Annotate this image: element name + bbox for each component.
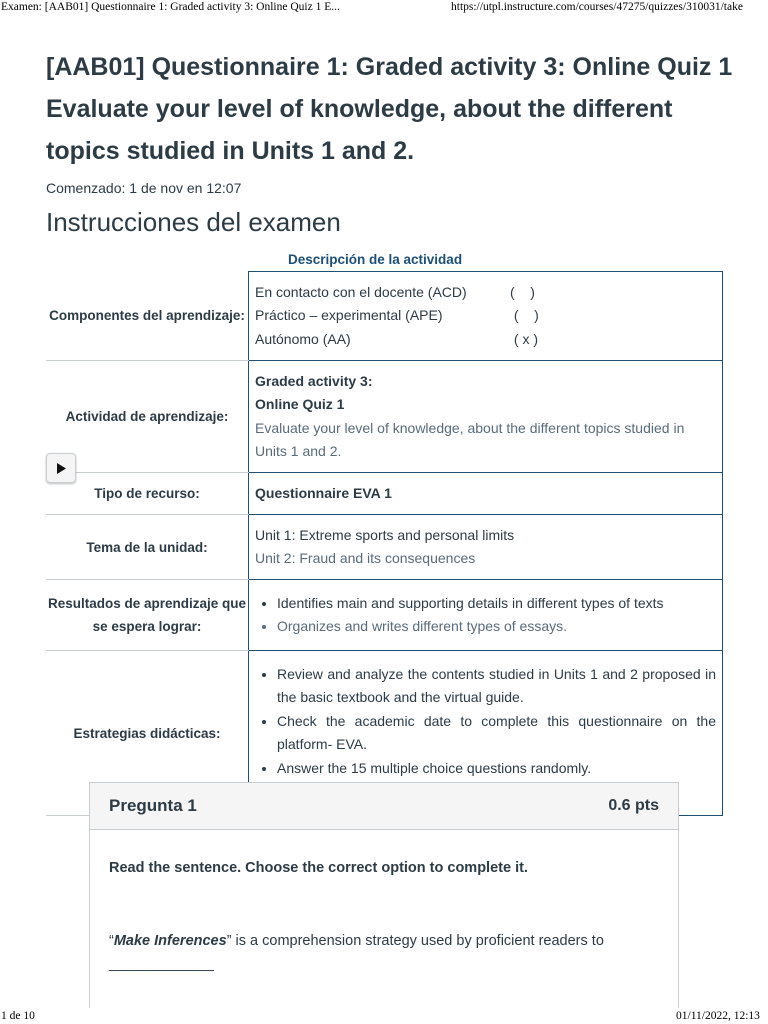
component-name: Autónomo (AA) xyxy=(255,330,351,347)
table-row-resource xyxy=(46,473,723,515)
question-card xyxy=(89,782,679,1008)
resource-value: Questionnaire EVA 1 xyxy=(249,473,723,515)
question-open-quote: “ xyxy=(109,933,114,949)
question-term: Make Inferences xyxy=(113,933,227,949)
topic-label: Tema de la unidad: xyxy=(46,515,249,580)
list-item: • Answer the 15 multiple choice questions randomly. xyxy=(277,757,716,781)
topic-unit-2: Unit 2: Fraud and its consequences xyxy=(255,550,476,566)
page-number: 1 de 10 xyxy=(1,1010,35,1022)
table-row-components xyxy=(46,272,723,361)
started-timestamp: Comenzado: 1 de nov en 12:07 xyxy=(46,180,242,196)
print-header xyxy=(0,0,768,16)
component-item xyxy=(255,281,716,305)
activity-line-1: Graded activity 3: xyxy=(255,372,373,389)
list-item: • Check the academic date to complete this questionnaire on the platform- EVA. xyxy=(277,710,716,757)
components-label: Componentes del aprendizaje: xyxy=(46,272,249,361)
print-datetime: 01/11/2022, 12:13 xyxy=(676,1010,760,1022)
activity-line-3: Evaluate your level of knowledge, about the different topics studied in Units 1 and 2. xyxy=(255,419,685,459)
print-header-title: Examen: [AAB01] Questionnaire 1: Graded activity 3: Online Quiz 1 E... xyxy=(1,1,340,13)
component-mark: ( ) xyxy=(510,283,535,300)
components-value xyxy=(249,272,723,361)
activity-label: Actividad de aprendizaje: xyxy=(46,361,249,473)
activity-line-2: Online Quiz 1 xyxy=(255,396,345,412)
resource-label: Tipo de recurso: xyxy=(46,473,249,515)
topic-value xyxy=(249,515,723,580)
question-text-after: ” is a comprehension strategy used by proficient readers to _____________ xyxy=(109,933,604,972)
print-footer xyxy=(0,1008,768,1024)
strategies-label: Estrategias didácticas: xyxy=(46,651,249,816)
table-row-results xyxy=(46,580,723,651)
results-label: Resultados de aprendizaje que se espera lograr: xyxy=(46,580,249,651)
question-header xyxy=(90,783,678,830)
list-item: • Identifies main and supporting details in different types of texts xyxy=(277,592,716,616)
component-mark: ( x ) xyxy=(510,330,538,347)
component-item xyxy=(255,328,716,352)
activity-table-caption: Descripción de la actividad xyxy=(288,252,463,267)
component-mark: ( ) xyxy=(510,307,539,324)
table-row-activity xyxy=(46,361,723,473)
instructions-heading: Instrucciones del examen xyxy=(46,207,341,237)
list-item: • Review and analyze the contents studied in Units 1 and 2 proposed in the basic textbook and the virtual guide. xyxy=(277,663,716,710)
table-row-topic xyxy=(46,515,723,580)
print-header-url: https://utpl.instructure.com/courses/47275/quizzes/310031/take xyxy=(451,1,743,13)
component-name: En contacto con el docente (ACD) xyxy=(255,283,467,300)
topic-unit-1: Unit 1: Extreme sports and personal limits xyxy=(255,526,515,543)
activity-description-table xyxy=(46,271,723,816)
component-item xyxy=(255,304,716,328)
play-button[interactable] xyxy=(46,453,76,483)
question-text xyxy=(109,930,649,976)
component-name: Práctico – experimental (APE) xyxy=(255,307,443,324)
play-icon xyxy=(56,463,66,474)
question-instruction: Read the sentence. Choose the correct option to complete it. xyxy=(109,860,528,876)
activity-value xyxy=(249,361,723,473)
list-item: • Organizes and writes different types of essays. xyxy=(277,615,716,639)
question-title: Pregunta 1 xyxy=(109,796,197,815)
question-points: 0.6 pts xyxy=(608,797,659,814)
results-list xyxy=(255,592,716,639)
results-value xyxy=(249,580,723,651)
page-title: [AAB01] Questionnaire 1: Graded activity 3: Online Quiz 1 Evaluate your level of knowledge, about the different topics studied in Units 1 and 2. xyxy=(46,53,733,165)
